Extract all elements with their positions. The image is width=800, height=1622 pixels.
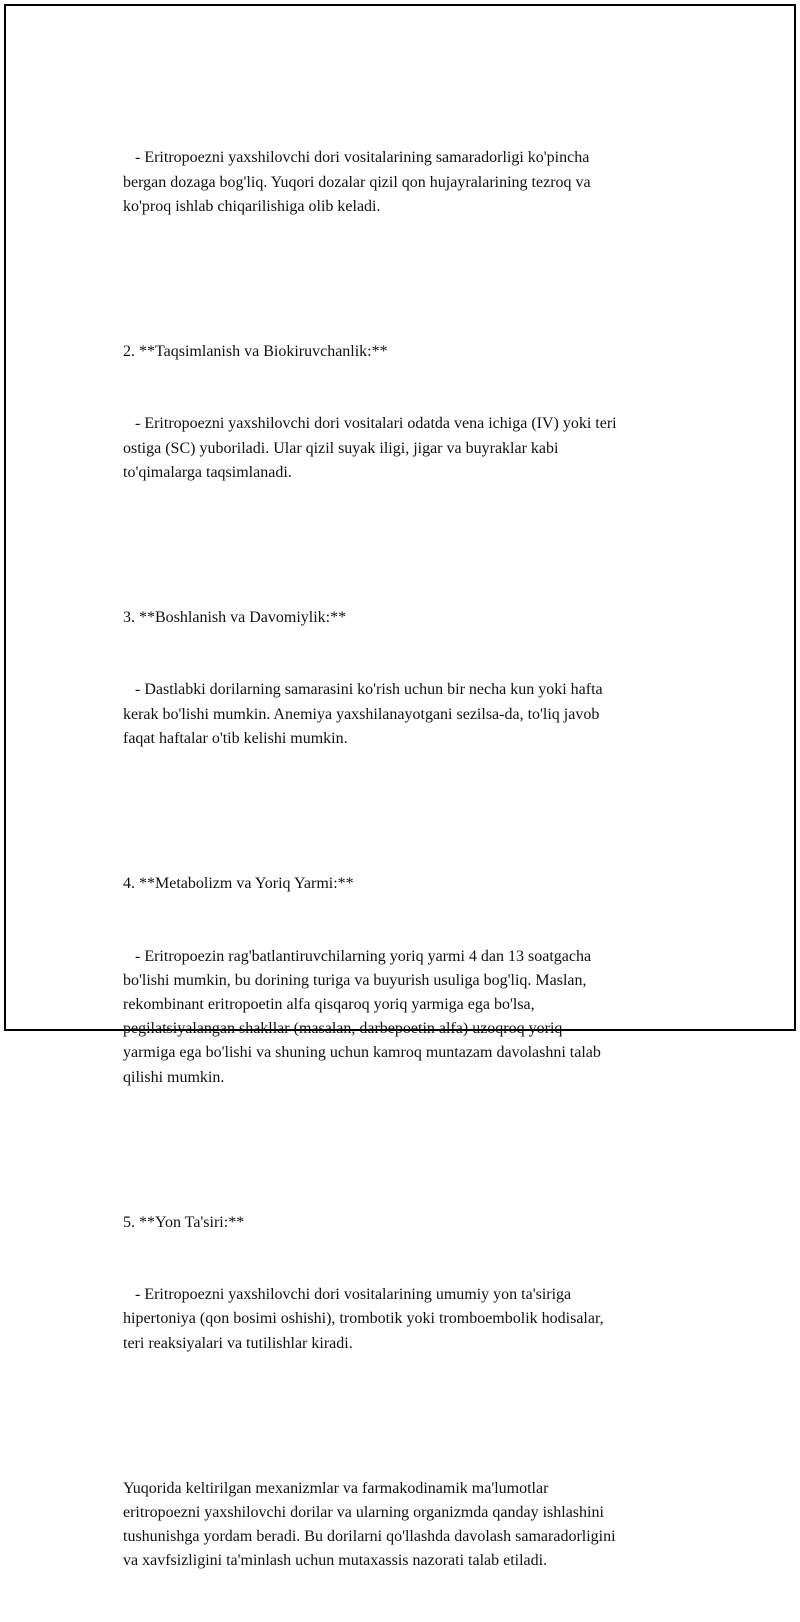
section-taqsimlanish — [123, 291, 713, 533]
paragraph-text: - Eritropoezni yaxshilovchi dori vositalarining samaradorligi ko'pincha bergan dozaga bog'liq. Yuqori dozalar qizil qon hujayralarining tezroq va ko'proq ishlab chiqarilishiga olib keladi. — [123, 149, 591, 215]
paragraph-conclusion — [123, 1428, 713, 1622]
section-heading: 2. **Taqsimlanish va Biokiruvchanlik:** — [123, 342, 388, 360]
document-body — [123, 98, 713, 1622]
section-heading: 5. **Yon Ta'siri:** — [123, 1213, 245, 1231]
paragraph-text: Yuqorida keltirilgan mexanizmlar va farmakodinamik ma'lumotlar eritropoezni yaxshilovchi dorilar va ularning organizmda qanday ishlashini tushunishga yordam beradi. Bu dorilarni qo'llashda davolash samaradorligini va xavfsizligini ta'minlash uchun mutaxassis nazorati talab etiladi. — [123, 1479, 616, 1570]
section-yon-tasiri — [123, 1162, 713, 1404]
section-text: - Eritropoezni yaxshilovchi dori vositalari odatda vena ichiga (IV) yoki teri ostiga (SC) yuboriladi. Ular qizil suyak iligi, jigar va buyraklar kabi to'qimalarga taqsimlanadi. — [123, 415, 617, 481]
section-text: - Eritropoezni yaxshilovchi dori vositalarining umumiy yon ta'siriga hipertoniya (qon bosimi oshishi), trombotik yoki tromboembolik hodisalar, teri reaksiyalari va tutilishlar kiradi. — [123, 1286, 604, 1352]
page-frame — [4, 4, 796, 1570]
paragraph-intro-dose — [123, 98, 713, 267]
section-boshlanish — [123, 557, 713, 799]
section-text: - Dastlabki dorilarning samarasini ko'rish uchun bir necha kun yoki hafta kerak bo'lishi mumkin. Anemiya yaxshilanayotgani sezilsa-da, to'liq javob faqat haftalar o'tib kelishi mumkin. — [123, 681, 603, 747]
section-metabolizm — [123, 823, 713, 1138]
section-heading: 4. **Metabolizm va Yoriq Yarmi:** — [123, 874, 354, 892]
section-heading: 3. **Boshlanish va Davomiylik:** — [123, 608, 347, 626]
section-text: - Eritropoezin rag'batlantiruvchilarning yoriq yarmi 4 dan 13 soatgacha bo'lishi mumkin, bu dorining turiga va buyurish usuliga bog'liq. Maslan, rekombinant eritropoetin alfa qisqaroq yoriq yarmiga ega bo'lsa, pegilatsiyalangan shakllar (masalan, darbepoetin alfa) uzoqroq yoriq yarmiga ega bo'lishi va shuning uchun kamroq muntazam davolashni talab qilishi mumkin. — [123, 947, 601, 1086]
